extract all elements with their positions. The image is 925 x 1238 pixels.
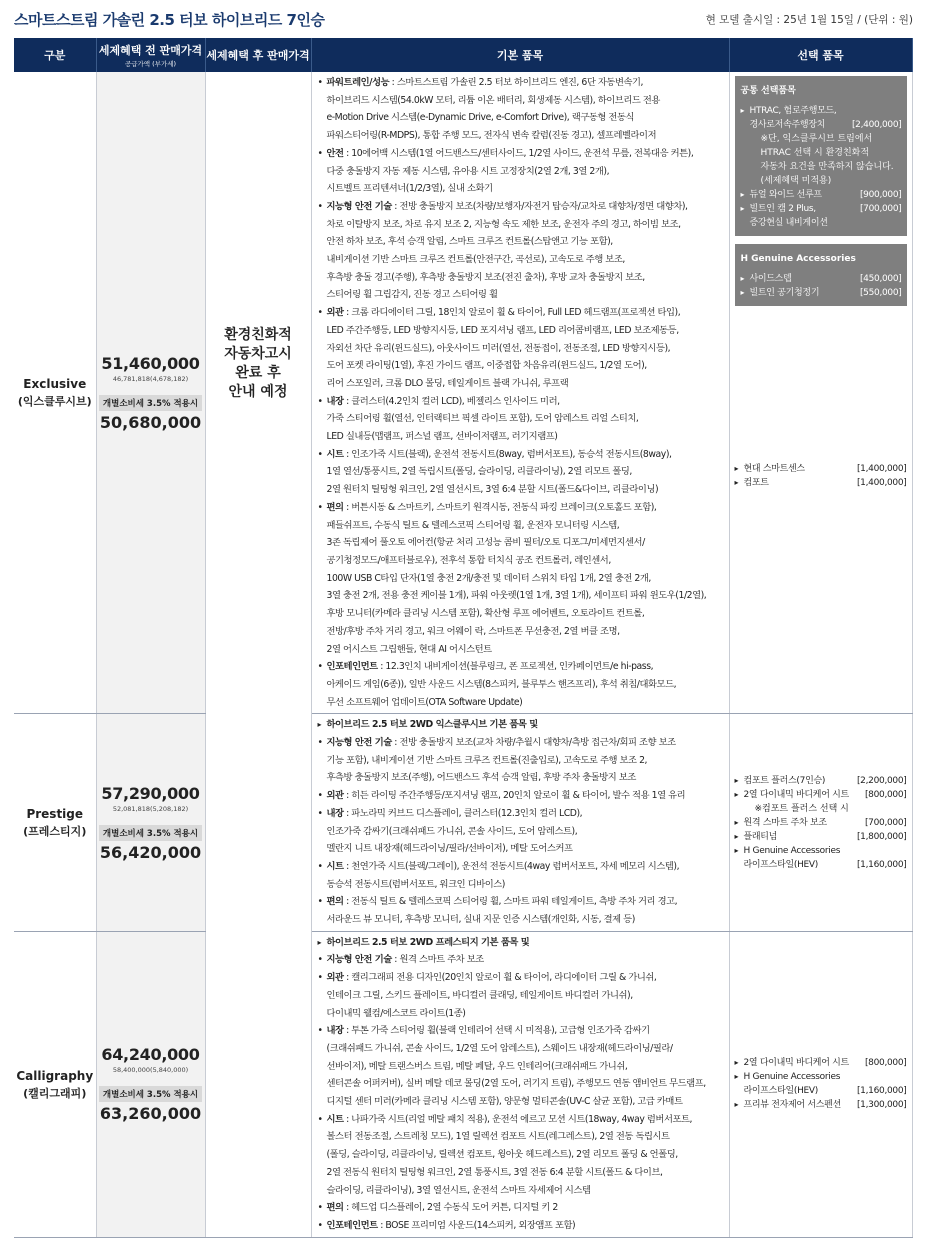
option-name: ▸ H Genuine Accessories: [735, 844, 841, 858]
option-name: ▸ 원격 스마트 주차 보조: [735, 816, 827, 830]
basic-item-line: 공기청정모드/애프터블로우), 전후석 통합 터치식 공조 컨트롤러, 레인센서,: [326, 554, 611, 566]
basic-item-category: 편의: [326, 896, 344, 908]
basic-item-line: • 파워트레인/성능 : 스마트스트림 가솔린 2.5 터보 하이브리드 엔진, 6단 자동변속기,: [318, 74, 725, 92]
option-item: [735, 816, 907, 830]
tax-label: 개별소비세 3.5% 적용시: [99, 395, 202, 411]
basic-item-line: • 안전 : 10에어백 시스템(1열 어드밴스드/센터사이드, 1/2열 사이드, 운전석 무릎, 전복대응 커튼),: [318, 145, 725, 163]
option-name: ▸ 컴포트: [735, 476, 769, 490]
basic-item-line: 자외선 차단 유리(윈드실드), 아웃사이드 미러(열선, 전동접이, 전동조절, LED 방향지시등),: [326, 342, 671, 354]
basic-item-category: 외관: [326, 307, 344, 319]
basic-item-line: 시트벨트 프리텐셔너(1/2/3열), 실내 소화기: [326, 183, 493, 195]
basic-item-line: 1열 열선/통풍시트, 2열 독립시트(폴딩, 슬라이딩, 리클라이닝), 2열 리모트 폴딩,: [326, 466, 632, 478]
option-price: [800,000]: [864, 1058, 907, 1069]
basic-item-line: 리어 스포일러, 크롬 DLO 몰딩, 테일게이트 블랙 가니쉬, 루프랙: [326, 377, 569, 389]
htrac-note-line: 자동차 요건을 만족하지 않습니다.: [760, 162, 894, 172]
basic-item-line: • 지능형 안전 기술 : 원격 스마트 주차 보조: [318, 951, 725, 969]
basic-item-line: 멜란지 니트 내장재(헤드라이닝/필라/선바이저), 메탈 도어스커프: [326, 843, 573, 855]
option-item: [741, 104, 902, 118]
price-tax: 56,420,000: [99, 842, 202, 862]
basic-item-line: • 지능형 안전 기술 : 전방 충돌방지 보조(교차 차량/추월시 대향차/측방 접근차/회피 조향 보조: [318, 734, 725, 752]
options-cell: [729, 72, 912, 714]
basic-item-line: • 외관 : 히든 라이팅 주간주행등/포지셔닝 램프, 20인치 알로이 휠 & 타이어, 발수 적용 1열 유리: [318, 787, 725, 805]
basic-item-line: 후측방 충돌방지 보조(주행), 어드밴스드 후석 승객 알림, 후방 주차 충돌방지 보조: [326, 772, 636, 784]
basic-item-category: 지능형 안전 기술: [326, 954, 392, 966]
basic-item-category: 인포테인먼트: [326, 1220, 378, 1231]
basic-item-line: 후방 모니터(카메라 클리닝 시스템 포함), 확산형 루프 에어벤트, 오토라이트 컨트롤,: [326, 608, 645, 620]
option-item: [735, 830, 907, 844]
option-name: ▸ 2열 다이내믹 바디케어 시트: [735, 788, 849, 802]
basic-item-line: • 외관 : 크롬 라디에이터 그릴, 18인치 알로이 휠 & 타이어, Full LED 헤드램프(프로젝션 타입),: [318, 304, 725, 322]
option-price: [900,000]: [859, 190, 902, 200]
col-options: 선택 품목: [729, 38, 912, 72]
basic-item-line: 내비게이션 기반 스마트 크루즈 컨트롤(안전구간, 곡선로), 고속도로 주행 보조,: [326, 254, 625, 266]
basic-item-category: 안전: [326, 147, 344, 159]
option-price: [2,200,000]: [856, 775, 907, 786]
basic-item-line: 인테이크 그릴, 스키드 플레이트, 바디컬러 클래딩, 테일게이트 바디컬러 가니쉬),: [326, 989, 633, 1001]
htrac-note-line: HTRAC 선택 시 환경친화적: [760, 148, 870, 158]
basic-item-line: 도어 포켓 라이팅(1열), 후진 가이드 램프, 이중접합 차음유리(윈드실드, 1/2열 도어),: [326, 360, 647, 372]
basic-item-line: • 시트 : 인조가죽 시트(블랙), 운전석 전동시트(8way, 럼버서포트), 동승석 전동시트(8way),: [318, 446, 725, 464]
option-price: [450,000]: [859, 274, 902, 284]
option-item: [735, 1098, 907, 1112]
price-main: 51,460,000: [101, 353, 200, 373]
price-supply: 58,400,000(5,840,000): [112, 1066, 189, 1075]
basic-item-line: 슬라이딩, 리클라이닝), 3열 열선시트, 운전석 스마트 자세제어 시스템: [326, 1184, 591, 1196]
basic-item-line: 3열 충전 2개, 전용 충전 케이블 1개), 파워 아웃렛(1열 1개, 3열 1개), 세이프티 파워 윈도우(1/2열),: [326, 590, 707, 602]
basic-item-line: 볼스터 전동조절, 스트레칭 모드), 1열 릴렉션 컴포트 시트(레그레스트), 2열 전동 독립시트: [326, 1131, 670, 1143]
basic-item-line: 3존 독립제어 풀오토 에어컨(항균 처리 고성능 콤비 필터/오토 디포그/미세먼지센서/: [326, 537, 645, 549]
basic-item-line: 하이브리드 시스템(54.0kW 모터, 리튬 이온 배터리, 회생제동 시스템), 하이브리드 전용: [326, 94, 660, 106]
option-name: ▸ HTRAC, 험로주행모드,: [741, 104, 837, 118]
basic-item-category: 시트: [326, 448, 344, 460]
option-name: ▸ 프리뷰 전자제어 서스펜션: [735, 1098, 841, 1112]
trim-name: Exclusive: [23, 377, 87, 392]
options-cell: [729, 931, 912, 1237]
basic-item-line: • 편의 : 전동식 틸트 & 텔레스코픽 스티어링 휠, 스마트 파워 테일게이트, 측방 주차 거리 경고,: [318, 893, 725, 911]
trim-name-ko: (프레스티지): [23, 825, 87, 839]
option-name: ▸ 사이드스텝: [741, 272, 792, 286]
price-table: [14, 38, 913, 1238]
option-item: [735, 462, 907, 476]
option-name: 증강현실 내비게이션: [749, 218, 828, 228]
price-after-line: 완료 후: [235, 365, 281, 381]
basic-item-line: 디지털 센터 미러(카메라 클리닝 시스템 포함), 양문형 멀티콘솔(UV-C 살균 포함), 고급 카매트: [326, 1096, 683, 1108]
basic-item-line: 센터콘솔 어퍼커버), 실버 메탈 데코 몰딩(2열 도어, 러기지 트림), 주행모드 연동 앰비언트 무드램프,: [326, 1078, 706, 1090]
tax-label: 개별소비세 3.5% 적용시: [99, 825, 202, 841]
option-price: [1,160,000]: [856, 859, 907, 870]
basic-item-line: 아케이드 게임(6종)), 일반 사운드 시스템(8스피커, 블루투스 핸즈프리), 후석 취침/대화모드,: [326, 678, 677, 690]
basic-item-category: 외관: [326, 790, 344, 802]
option-price: [700,000]: [859, 204, 902, 214]
option-price: [1,160,000]: [856, 1086, 907, 1097]
option-item: [735, 844, 907, 858]
basic-item-line: • 지능형 안전 기술 : 전방 충돌방지 보조(차량/보행자/자전거 탑승자/교차로 대향차/정면 대향차),: [318, 198, 725, 216]
basic-item-line: 2열 어시스트 그립핸들, 현대 AI 어시스턴트: [326, 643, 492, 655]
basic-item-category: 내장: [326, 807, 344, 819]
basic-item-line: 동승석 전동시트(럼버서포트, 워크인 디바이스): [326, 878, 505, 890]
basic-item-category: 외관: [326, 972, 344, 984]
table-row-prestige: [14, 714, 912, 931]
basic-item-line: • 내장 : 클러스터(4.2인치 컬러 LCD), 베젤리스 인사이드 미러,: [318, 393, 725, 411]
option-item: [741, 272, 902, 286]
basic-item-line: 다이내믹 웰컴/에스코트 라이트(1종): [326, 1007, 466, 1019]
option-item: [741, 202, 902, 216]
common-options-box: [735, 76, 907, 236]
option-name: 라이프스타일(HEV): [743, 1086, 818, 1097]
basic-item-line: 2열 전동식 원터치 틸팅형 워크인, 2열 통풍시트, 3열 전동 6:4 분할 시트(폴드 & 다이브,: [326, 1166, 663, 1178]
basic-items-cell: [311, 72, 729, 714]
option-item: [741, 188, 902, 202]
option-item: [735, 858, 907, 872]
basic-item-line: • 인포테인먼트 : 12.3인치 내비게이션(블루링크, 폰 프로젝션, 인카페이먼트/e hi-pass,: [318, 658, 725, 676]
price-tax: 50,680,000: [99, 412, 202, 432]
option-price: [550,000]: [859, 288, 902, 298]
col-basic: 기본 품목: [311, 38, 729, 72]
option-name: 경사로저속주행장치: [749, 120, 826, 130]
trim-name: Calligraphy: [16, 1068, 94, 1083]
basic-item-line: LED 실내등(맵램프, 퍼스널 램프, 선바이저램프, 러기지램프): [326, 431, 558, 443]
basic-item-category: 파워트레인/성능: [326, 77, 390, 88]
basic-item-line: [318, 934, 725, 952]
trim-name: Prestige: [26, 807, 84, 822]
option-item: [741, 118, 902, 132]
basic-item-line: 기능 포함), 내비게이션 기반 스마트 크루즈 컨트롤(진출입로), 고속도로 주행 보조 2,: [326, 754, 648, 766]
basic-item-category: 인포테인먼트: [326, 661, 378, 673]
price-after-cell: [205, 72, 311, 1237]
trim-cell: [14, 931, 96, 1237]
basic-item-line: 전방/후방 주차 거리 경고, 워크 어웨이 락, 스마트폰 무선충전, 2열 버클 조명,: [326, 625, 620, 637]
trim-name-ko: (캘리그래피): [23, 1086, 87, 1100]
basic-item-category: 편의: [326, 1202, 344, 1214]
basic-item-line: 다중 충돌방지 자동 제동 시스템, 유아용 시트 고정장치(2열 2개, 3열 2개),: [326, 165, 610, 177]
basic-item-line: 선바이저), 메탈 트랜스버스 트림, 메탈 페달, 우드 인테리어(크래쉬패드 가니쉬,: [326, 1060, 628, 1072]
option-item: [735, 1056, 907, 1070]
basic-item-line: 100W USB C타입 단자(1열 충전 2개/충전 및 데이터 스위치 타입 1개, 2열 충전 2개,: [326, 572, 651, 584]
basic-item-category: 시트: [326, 860, 344, 872]
basic-item-category: 내장: [326, 1025, 344, 1037]
basic-item-line: • 시트 : 나파가죽 시트(리얼 메탈 패치 적용), 운전석 에르고 모션 시트(18way, 4way 럼버서포트,: [318, 1111, 725, 1129]
price-tax: 63,260,000: [99, 1104, 202, 1124]
basic-item-line: 패들쉬프트, 수동식 틸트 & 텔레스코픽 스티어링 휠, 운전자 모니터링 시스템,: [326, 519, 620, 531]
col-price-before-sub: 공급가액 (부가세): [124, 60, 177, 68]
basic-item-line: 후측방 충돌 경고(주행), 후측방 충돌방지 보조(전진 출차), 후방 교차 충돌방지 보조,: [326, 271, 645, 283]
col-trim: 구분: [14, 38, 96, 72]
basic-item-line: 스티어링 휠 그립감지, 진동 경고 스티어링 휠: [326, 289, 498, 301]
trim-cell: [14, 72, 96, 714]
table-row-calligraphy: [14, 931, 912, 1237]
basic-items-cell: [311, 931, 729, 1237]
option-name: ▸ 빌트인 캠 2 Plus,: [741, 202, 816, 216]
basic-item-line: • 외관 : 캘리그래피 전용 디자인(20인치 알로이 휠 & 타이어, 라디에이터 그릴 & 가니쉬,: [318, 969, 725, 987]
option-item: [741, 286, 902, 300]
basic-item-line: • 내장 : 파노라믹 커브드 디스플레이, 클러스터(12.3인치 컬러 LCD),: [318, 805, 725, 823]
option-item: [735, 1070, 907, 1084]
price-main: 57,290,000: [101, 783, 200, 803]
trim-cell: [14, 714, 96, 931]
basic-item-line: • 시트 : 천연가죽 시트(블랙/그레이), 운전석 전동시트(4way 럼버서포트, 자세 메모리 시스템),: [318, 858, 725, 876]
option-item: [741, 216, 902, 230]
table-row-exclusive: [14, 72, 912, 714]
accessories-title: H Genuine Accessories: [740, 254, 856, 264]
option-name: ▸ 2열 다이내믹 바디케어 시트: [735, 1056, 849, 1070]
basic-items-cell: [311, 714, 729, 931]
basic-item-category: 지능형 안전 기술: [326, 200, 392, 212]
basic-item-category: 하이브리드 2.5 터보 2WD 익스클루시브 기본 품목 및: [326, 719, 538, 731]
options-cell: [729, 714, 912, 931]
basic-item-line: LED 주간주행등, LED 방향지시등, LED 포지셔닝 램프, LED 리어콤비램프, LED 보조제동등,: [326, 324, 679, 336]
tax-label: 개별소비세 3.5% 적용시: [99, 1086, 202, 1102]
accessories-box: [735, 244, 907, 306]
col-price-before: 세제혜택 전 판매가격 공급가액 (부가세): [96, 38, 205, 72]
option-price: [700,000]: [864, 817, 907, 828]
basic-item-line: (폴딩, 슬라이딩, 리클라이닝, 릴렉션 컴포트, 윙아웃 헤드레스트), 2열 리모트 폴딩 & 언폴딩,: [326, 1149, 678, 1161]
basic-item-line: 가죽 스티어링 휠(열선, 인터랙티브 픽셀 라이트 포함), 도어 암레스트 리얼 스티치,: [326, 413, 639, 425]
option-name: ▸ 듀얼 와이드 선루프: [741, 188, 822, 202]
price-supply: 52,081,818(5,208,182): [112, 804, 189, 813]
basic-item-line: • 편의 : 헤드업 디스플레이, 2열 수동식 도어 커튼, 디지털 키 2: [318, 1199, 725, 1217]
option-price: [1,300,000]: [856, 1100, 907, 1111]
basic-item-line: 서라운드 뷰 모니터, 후측방 모니터, 실내 지문 인증 시스템(개인화, 시동, 결제 등): [326, 914, 635, 926]
basic-item-line: 무선 소프트웨어 업데이트(OTA Software Update): [326, 696, 523, 708]
option-item: [735, 788, 907, 802]
option-price: [1,400,000]: [856, 478, 907, 488]
option-price: [1,400,000]: [856, 464, 907, 474]
basic-item-line: 안전 하차 보조, 후석 승객 알림, 스마트 크루즈 컨트롤(스탑앤고 기능 포함),: [326, 236, 613, 248]
option-price: [1,800,000]: [856, 831, 907, 842]
trim-name-ko: (익스클루시브): [17, 395, 92, 409]
option-item: [735, 1084, 907, 1098]
price-cell: [96, 72, 205, 714]
release-date-unit: 현 모델 출시일 : 25년 1월 15일 / (단위 : 원): [705, 14, 913, 26]
price-cell: [96, 931, 205, 1237]
table-header-row: [14, 38, 912, 72]
basic-item-line: • 편의 : 버튼시동 & 스마트키, 스마트키 원격시동, 전동식 파킹 브레이크(오토홀드 포함),: [318, 499, 725, 517]
htrac-note-line: (세제혜택 미적용): [760, 176, 832, 186]
option-name: ▸ 현대 스마트센스: [735, 462, 805, 476]
basic-item-line: • 내장 : 투톤 가죽 스티어링 휠(블랙 인테리어 선택 시 미적용), 고급형 인조가죽 감싸기: [318, 1022, 725, 1040]
basic-item-line: 인조가죽 감싸기(크래쉬패드 가니쉬, 콘솔 사이드, 도어 암레스트),: [326, 825, 578, 837]
basic-item-category: 편의: [326, 501, 344, 513]
col-price-after: 세제혜택 후 판매가격: [205, 38, 311, 72]
basic-item-line: 2열 원터치 틸팅형 워크인, 2열 열선시트, 3열 6:4 분할 시트(폴드&다이브, 리클라이닝): [326, 484, 659, 496]
htrac-note-line: ※단, 익스클루시브 트림에서: [760, 134, 873, 144]
price-after-line: 환경친화적: [224, 327, 292, 343]
basic-item-line: 차로 이탈방지 보조, 차로 유지 보조 2, 지능형 속도 제한 보조, 운전자 주의 경고, 하이빔 보조,: [326, 218, 681, 230]
basic-item-line: • 인포테인먼트 : BOSE 프리미엄 사운드(14스피커, 외장앰프 포함): [318, 1217, 725, 1235]
option-item: [735, 774, 907, 788]
common-options-title: 공통 선택품목: [740, 86, 796, 96]
option-name: 라이프스타일(HEV): [743, 859, 818, 870]
option-name: ▸ 컴포트 플러스(7인승): [735, 774, 826, 788]
basic-item-category: 시트: [326, 1113, 344, 1125]
price-supply: 46,781,818(4,678,182): [112, 374, 189, 383]
basic-item-line: [318, 716, 725, 734]
basic-item-line: e-Motion Drive 시스템(e-Dynamic Drive, e-Comfort Drive), 랙구동형 전동식: [326, 112, 635, 124]
option-price: [2,400,000]: [851, 120, 902, 130]
basic-item-category: 하이브리드 2.5 터보 2WD 프레스티지 기본 품목 및: [326, 936, 530, 948]
basic-item-line: (크래쉬패드 가니쉬, 콘솔 사이드, 1/2열 도어 암레스트), 스웨이드 내장재(헤드라이닝/필라/: [326, 1042, 673, 1054]
option-name: ▸ 플래티넘: [735, 830, 778, 844]
price-after-line: 자동차고시: [224, 346, 292, 362]
option-item: ※컴포트 플러스 선택 시: [754, 803, 849, 814]
page-title: 스마트스트림 가솔린 2.5 터보 하이브리드 7인승: [14, 11, 325, 29]
price-main: 64,240,000: [101, 1045, 200, 1065]
option-price: [800,000]: [864, 789, 907, 800]
basic-item-line: 파워스티어링(R-MDPS), 통합 주행 모드, 전자식 변속 칼럼(진동 경고), 셀프레벨라이저: [326, 130, 657, 142]
option-name: ▸ H Genuine Accessories: [735, 1070, 841, 1084]
basic-item-category: 지능형 안전 기술: [326, 737, 392, 749]
option-name: ▸ 빌트인 공기청정기: [741, 286, 820, 300]
basic-item-category: 내장: [326, 395, 344, 407]
option-item: [735, 476, 907, 490]
price-cell: [96, 714, 205, 931]
price-after-line: 안내 예정: [228, 384, 288, 400]
